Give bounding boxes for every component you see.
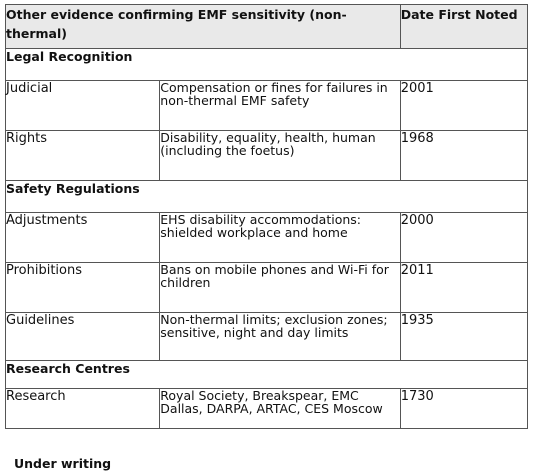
description-cell: Disability, equality, health, human (including the foetus)	[160, 131, 400, 181]
table-row	[6, 131, 528, 181]
year-cell: 2011	[400, 263, 527, 313]
table-row	[6, 389, 528, 429]
section-row	[6, 49, 528, 81]
year-cell: 2000	[400, 213, 527, 263]
section-row	[6, 181, 528, 213]
category-cell: Guidelines	[6, 313, 160, 361]
description-cell: EHS disability accommodations: shielded workplace and home	[160, 213, 400, 263]
table-row	[6, 263, 528, 313]
section-title-safety: Safety Regulations	[6, 181, 528, 213]
description-cell: Royal Society, Breakspear, EMC Dallas, DARPA, ARTAC, CES Moscow	[160, 389, 400, 429]
next-section-title-partial: Under writing	[14, 456, 112, 471]
date-column-header: Date First Noted	[400, 5, 527, 49]
year-cell: 1935	[400, 313, 527, 361]
description-cell: Compensation or fines for failures in non-thermal EMF safety	[160, 81, 400, 131]
category-cell: Rights	[6, 131, 160, 181]
year-cell: 2001	[400, 81, 527, 131]
category-cell: Prohibitions	[6, 263, 160, 313]
section-title-legal: Legal Recognition	[6, 49, 528, 81]
section-row	[6, 361, 528, 389]
next-section-peek	[6, 454, 527, 471]
table-row	[6, 81, 528, 131]
table-row	[6, 313, 528, 361]
year-cell: 1968	[400, 131, 527, 181]
table-row	[6, 213, 528, 263]
section-title-research: Research Centres	[6, 361, 528, 389]
evidence-table	[5, 4, 528, 429]
year-cell: 1730	[400, 389, 527, 429]
description-cell: Non-thermal limits; exclusion zones; sensitive, night and day limits	[160, 313, 400, 361]
category-cell: Judicial	[6, 81, 160, 131]
category-cell: Research	[6, 389, 160, 429]
description-cell: Bans on mobile phones and Wi-Fi for children	[160, 263, 400, 313]
header-row	[6, 5, 528, 49]
category-cell: Adjustments	[6, 213, 160, 263]
evidence-column-header: Other evidence confirming EMF sensitivity (non-thermal)	[6, 5, 401, 49]
